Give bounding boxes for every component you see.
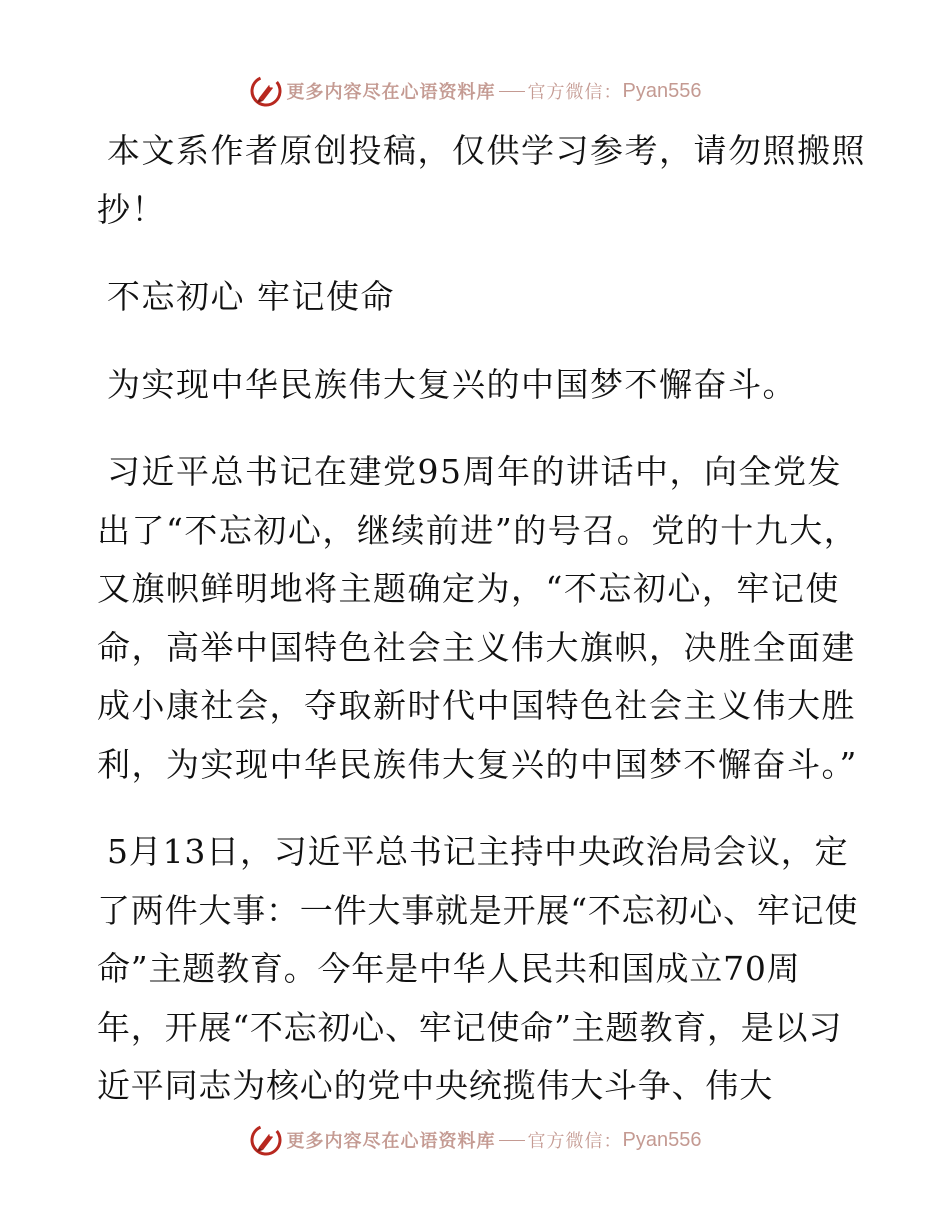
watermark-title: 更多内容尽在心语资料库 bbox=[286, 82, 496, 103]
paragraph-disclaimer: 本文系作者原创投稿，仅供学习参考，请勿照搬照抄！ bbox=[97, 131, 866, 229]
paragraph-body-1: 习近平总书记在建党95周年的讲话中，向全党发出了“不忘初心，继续前进”的号召。党的十九大，又旗帜鲜明地将主题确定为，“不忘初心，牢记使命，高举中国特色社会主义伟大旗帜，决胜全面建成小康社会，夺取新时代中国特色社会主义伟大胜利，为实现中华民族伟大复兴的中国梦不懈奋斗。” bbox=[97, 452, 859, 784]
paragraph-title: 不忘初心 牢记使命 bbox=[107, 277, 395, 316]
watermark-wechat-id: Pyan556 bbox=[622, 79, 702, 102]
watermark-wechat-id: Pyan556 bbox=[622, 1128, 702, 1151]
watermark-dash bbox=[499, 91, 525, 92]
watermark-wechat-label: 官方微信： bbox=[527, 82, 623, 103]
watermark-dash bbox=[499, 1140, 525, 1141]
footer-watermark bbox=[0, 1120, 950, 1160]
pen-logo-icon bbox=[249, 1123, 283, 1157]
paragraph-body-2: 5月13日，习近平总书记主持中央政治局会议，定了两件大事：一件大事就是开展“不忘初心、牢记使命”主题教育。今年是中华人民共和国成立70周年，开展“不忘初心、牢记使命”主题教育，是以习近平同志为核心的党中央统揽伟大斗争、伟大 bbox=[97, 832, 859, 1105]
pen-logo-icon bbox=[249, 74, 283, 108]
header-watermark bbox=[0, 71, 950, 111]
paragraph-subtitle: 为实现中华民族伟大复兴的中国梦不懈奋斗。 bbox=[107, 364, 797, 404]
watermark-title: 更多内容尽在心语资料库 bbox=[286, 1131, 496, 1152]
watermark-wechat-label: 官方微信： bbox=[527, 1131, 623, 1152]
document-body bbox=[97, 122, 867, 1145]
